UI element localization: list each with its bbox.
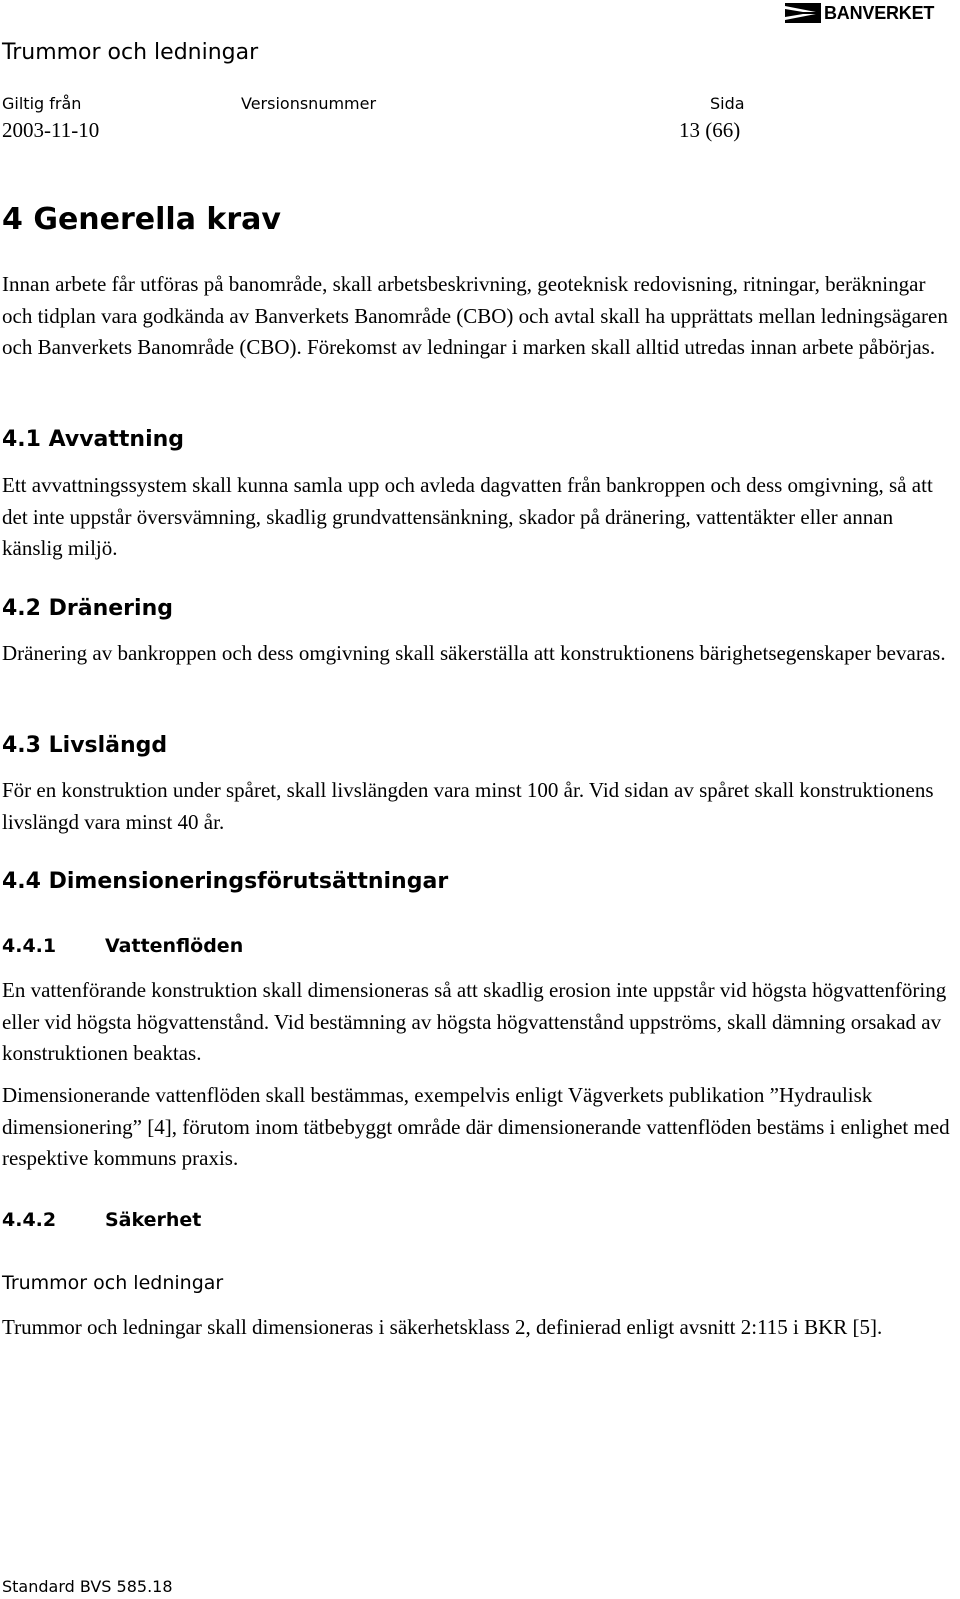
vattenfloden-paragraph-1: En vattenförande konstruktion skall dimensioneras så att skadlig erosion inte uppstår vid högsta högvattenföring eller vid högsta högvattenstånd. Vid bestämning av högsta högvattenstånd uppströms, skall dämning orsakad av konstruktionen beaktas. (2, 978, 947, 1065)
vattenfloden-paragraph-2: Dimensionerande vattenflöden skall bestämmas, exempelvis enligt Vägverkets publikation ”Hydraulisk dimensionering” [4], förutom inom tätbebyggt område där dimensionerande vattenflöden bestäms i enlighet med respektive kommuns praxis. (2, 1083, 950, 1170)
heading-vattenfloden: Vattenflöden (105, 935, 244, 957)
page-number: 13 (66) (679, 118, 741, 142)
banverket-logo-icon (785, 3, 821, 23)
page-label: Sida (710, 94, 745, 113)
sakerhet-paragraph: Trummor och ledningar skall dimensioneras i säkerhetsklass 2, definierad enligt avsnitt 2:115 i BKR [5]. (2, 1315, 883, 1339)
heading-dimensioneringsforutsattningar: 4.4 Dimensioneringsförutsättningar (2, 869, 449, 894)
heading-avvattning: 4.1 Avvattning (2, 427, 185, 452)
heading-sakerhet: Säkerhet (105, 1209, 202, 1231)
footer-standard: Standard BVS 585.18 (2, 1577, 173, 1596)
livslangd-paragraph: För en konstruktion under spåret, skall livslängden vara minst 100 år. Vid sidan av spåret skall konstruktionens livslängd vara minst 40 år. (2, 778, 934, 834)
banverket-logo (785, 2, 934, 24)
avvattning-paragraph: Ett avvattningssystem skall kunna samla upp och avleda dagvatten från bankroppen och dess omgivning, så att det inte uppstår översvämning, skadlig grundvattensänkning, skador på dränering, vattentäkter eller annan känslig miljö. (2, 473, 933, 560)
heading-livslangd: 4.3 Livslängd (2, 733, 168, 758)
document-title: Trummor och ledningar (2, 40, 259, 65)
logo-text: BANVERKET (824, 3, 935, 23)
heading-number-4-4-2: 4.4.2 (2, 1209, 57, 1231)
version-label: Versionsnummer (241, 94, 377, 113)
heading-number-4-4-1: 4.4.1 (2, 935, 57, 957)
intro-paragraph: Innan arbete får utföras på banområde, skall arbetsbeskrivning, geoteknisk redovisning, ritningar, beräkningar och tidplan vara godkända av Banverkets Banområde (CBO) och avtal skall ha upprättats mellan ledningsägaren och Banverkets Banområde (CBO). Förekomst av ledningar i marken skall alltid utredas innan arbete påbörjas. (2, 272, 948, 359)
dranering-paragraph: Dränering av bankroppen och dess omgivning skall säkerställa att konstruktionens bärighetsegenskaper bevaras. (2, 641, 946, 665)
heading-dranering: 4.2 Dränering (2, 596, 173, 621)
heading-generella-krav: 4 Generella krav (2, 202, 281, 237)
valid-from-value: 2003-11-10 (2, 118, 100, 142)
subheading-trummor-och-ledningar: Trummor och ledningar (2, 1272, 224, 1294)
valid-from-label: Giltig från (2, 94, 82, 113)
